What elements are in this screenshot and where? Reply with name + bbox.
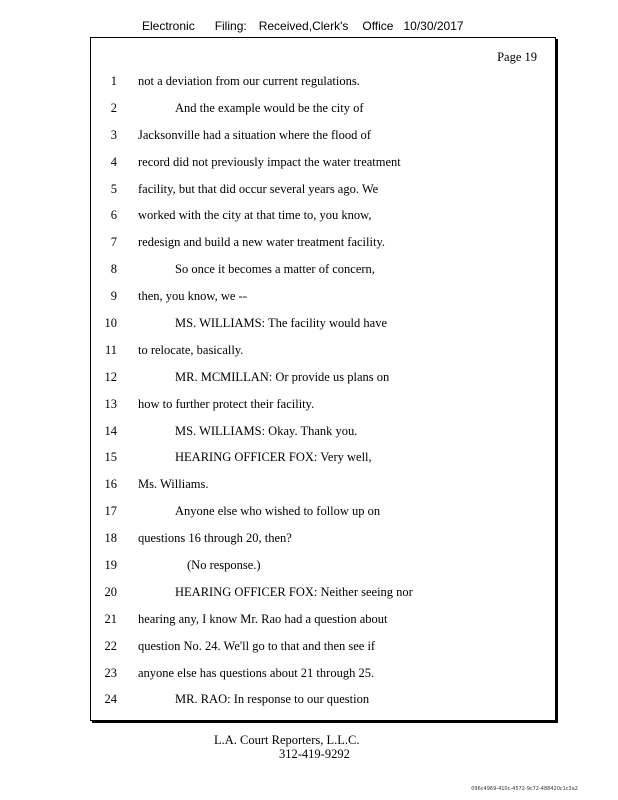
line-number: 20 — [104, 584, 117, 599]
line-text: So once it becomes a matter of concern, — [175, 262, 375, 277]
transcript-line — [91, 233, 555, 260]
line-number: 19 — [104, 558, 117, 573]
line-number: 5 — [110, 181, 117, 196]
line-number: 22 — [104, 638, 117, 653]
transcript-line — [91, 287, 555, 314]
transcript-lines — [91, 72, 555, 717]
line-text: MR. MCMILLAN: Or provide us plans on — [175, 369, 390, 384]
transcript-line — [91, 502, 555, 529]
court-reporter-phone: 312-419-9292 — [279, 747, 350, 761]
line-number: 7 — [110, 235, 117, 250]
line-number: 2 — [110, 100, 117, 115]
stamp-word: Filing: — [214, 19, 247, 33]
line-number: 18 — [104, 531, 117, 546]
line-text: question No. 24. We'll go to that and then see if — [138, 638, 376, 653]
line-number: 23 — [104, 665, 117, 680]
line-text: questions 16 through 20, then? — [138, 531, 292, 546]
transcript-line — [91, 475, 555, 502]
transcript-line — [91, 260, 555, 287]
stamp-word: Electronic — [142, 19, 195, 33]
line-text: HEARING OFFICER FOX: Neither seeing nor — [175, 584, 413, 599]
transcript-line — [91, 448, 555, 475]
line-text: MS. WILLIAMS: Okay. Thank you. — [175, 423, 358, 438]
court-reporter-name: L.A. Court Reporters, L.L.C. — [214, 733, 360, 747]
line-number: 1 — [110, 74, 117, 88]
transcript-line — [91, 637, 555, 664]
page-number: Page 19 — [497, 50, 537, 64]
electronic-filing-stamp — [142, 19, 464, 33]
line-number: 4 — [110, 154, 117, 169]
line-number: 12 — [104, 369, 117, 384]
transcript-line — [91, 99, 555, 126]
line-text: to relocate, basically. — [138, 342, 244, 357]
transcript-line — [91, 583, 555, 610]
transcript-line — [91, 206, 555, 233]
line-text: not a deviation from our current regulations. — [138, 74, 360, 88]
transcript-line — [91, 368, 555, 395]
transcript-line — [91, 153, 555, 180]
transcript-line — [91, 610, 555, 637]
line-text: anyone else has questions about 21 through 25. — [138, 665, 375, 680]
transcript-line — [91, 690, 555, 717]
line-number: 10 — [104, 316, 117, 331]
transcript-line — [91, 314, 555, 341]
line-number: 6 — [110, 208, 117, 223]
line-text: And the example would be the city of — [175, 100, 364, 115]
transcript-line — [91, 529, 555, 556]
line-number: 8 — [110, 262, 117, 277]
transcript-line — [91, 72, 555, 99]
line-number: 13 — [104, 396, 117, 411]
line-number: 14 — [104, 423, 117, 438]
document-hash: 096c4969-410c-4572-9c72-488420c1c3a2 — [471, 786, 578, 792]
line-text: Ms. Williams. — [138, 477, 209, 492]
line-text: Jacksonville had a situation where the flood of — [138, 127, 371, 142]
transcript-line — [91, 395, 555, 422]
transcript-line — [91, 126, 555, 153]
line-text: redesign and build a new water treatment facility. — [138, 235, 386, 250]
line-text: facility, but that did occur several years ago. We — [138, 181, 379, 196]
line-text: worked with the city at that time to, you know, — [138, 208, 372, 223]
line-text: (No response.) — [187, 558, 261, 573]
line-text: how to further protect their facility. — [138, 396, 315, 411]
line-number: 24 — [104, 692, 117, 707]
transcript-page-frame — [90, 37, 556, 721]
line-text: record did not previously impact the water treatment — [138, 154, 401, 169]
stamp-word: Received,Clerk's — [258, 19, 349, 33]
line-number: 11 — [104, 342, 117, 357]
stamp-word: Office — [362, 19, 394, 33]
line-number: 9 — [110, 289, 117, 304]
line-text: then, you know, we -- — [138, 289, 247, 304]
transcript-line — [91, 664, 555, 691]
transcript-line — [91, 556, 555, 583]
line-number: 21 — [104, 611, 117, 626]
transcript-line — [91, 341, 555, 368]
line-text: HEARING OFFICER FOX: Very well, — [175, 450, 372, 465]
stamp-date: 10/30/2017 — [403, 19, 464, 33]
transcript-line — [91, 422, 555, 449]
line-text: MR. RAO: In response to our question — [175, 692, 370, 707]
line-text: Anyone else who wished to follow up on — [175, 504, 381, 519]
line-number: 17 — [104, 504, 117, 519]
line-text: MS. WILLIAMS: The facility would have — [175, 316, 388, 331]
line-number: 15 — [104, 450, 117, 465]
line-text: hearing any, I know Mr. Rao had a question about — [138, 611, 388, 626]
line-number: 3 — [110, 127, 117, 142]
line-number: 16 — [104, 477, 117, 492]
transcript-line — [91, 180, 555, 207]
